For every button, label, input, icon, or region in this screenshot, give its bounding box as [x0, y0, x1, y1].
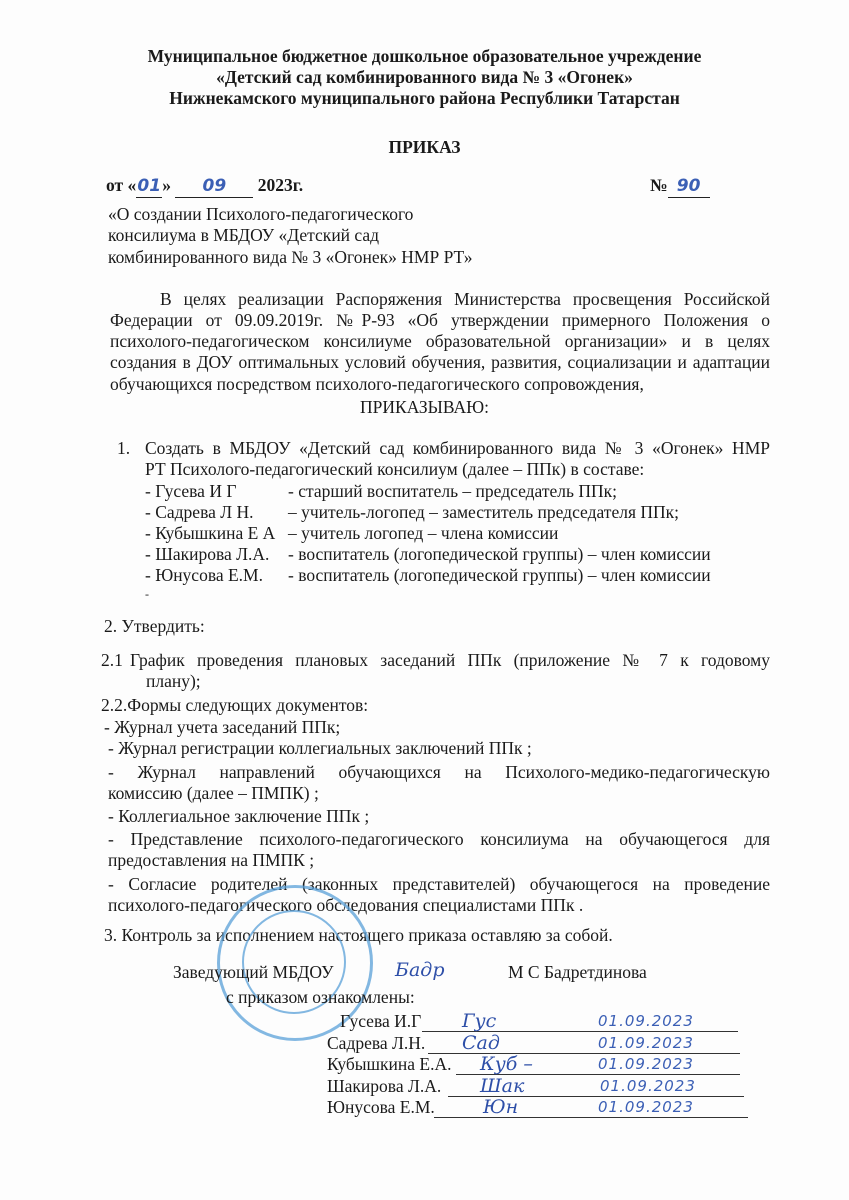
item1-line: Создать в МБДОУ «Детский сад комбинированного вида № 3 «Огонек» НМР — [145, 438, 770, 458]
order-word: ПРИКАЗЫВАЮ: — [360, 397, 489, 417]
preamble-line: В целях реализации Распоряжения Министерства просвещения Российской — [160, 289, 770, 309]
member-name: - Юнусова Е.М. — [145, 565, 263, 585]
ack-name: Юнусова Е.М. — [327, 1097, 435, 1117]
doc-item: - Коллегиальное заключение ППк ; — [108, 806, 370, 826]
item2-1-line: График проведения плановых заседаний ППк (приложение № 7 к годовому — [130, 650, 770, 670]
org-header-line: Нижнекамского муниципального района Республики Татарстан — [169, 88, 680, 108]
ack-date: 01.09.2023 — [598, 1098, 694, 1116]
ack-date: 01.09.2023 — [598, 1034, 694, 1052]
ack-name: Садрева Л.Н. — [327, 1033, 426, 1053]
preamble-line: создания в ДОУ оптимальных условий обучения, развития, социализации и адаптации — [110, 352, 770, 372]
ack-signature: Куб – — [480, 1053, 533, 1075]
ack-name: Шакирова Л.А. — [327, 1076, 442, 1096]
item3: 3. Контроль за исполнением настоящего приказа оставляю за собой. — [104, 925, 613, 945]
item1-number: 1. — [117, 438, 131, 458]
head-position: Заведующий МБДОУ — [173, 962, 334, 982]
ack-signature: Сад — [462, 1032, 500, 1054]
date-day: 01 — [137, 176, 162, 196]
item2-heading: 2. Утвердить: — [104, 616, 205, 636]
ack-date: 01.09.2023 — [598, 1055, 694, 1073]
subject-line: консилиума в МБДОУ «Детский сад — [108, 225, 380, 245]
doc-item: предоставления на ПМПК ; — [108, 850, 315, 870]
subject-line: «О создании Психолого-педагогического — [108, 204, 414, 224]
member-role: - старший воспитатель – председатель ППк; — [288, 481, 617, 501]
acknowledged-label: с приказом ознакомлены: — [226, 987, 415, 1007]
doc-item: - Журнал учета заседаний ППк; — [104, 717, 341, 737]
doc-item: психолого-педагогического обследования специалистами ППк . — [108, 895, 584, 915]
ack-name: Кубышкина Е.А. — [327, 1054, 452, 1074]
org-header-line: Муниципальное бюджетное дошкольное образовательное учреждение — [147, 46, 702, 66]
trailing-dash: - — [145, 587, 149, 601]
member-role: - воспитатель (логопедической группы) – член комиссии — [288, 565, 711, 585]
member-name: - Кубышкина Е А — [145, 523, 276, 543]
doc-item: комиссию (далее – ПМПК) ; — [108, 783, 319, 803]
doc-item: - Журнал регистрации коллегиальных заключений ППк ; — [108, 738, 532, 758]
subject-line: комбинированного вида № 3 «Огонек» НМР РТ» — [108, 247, 473, 267]
member-role: - воспитатель (логопедической группы) – член комиссии — [288, 544, 711, 564]
order-number-value: 90 — [668, 176, 710, 198]
ack-signature: Юн — [483, 1096, 519, 1118]
preamble-line: психолого-педагогическом консилиуме образовательной организации» и в целях — [110, 331, 770, 351]
member-name: - Шакирова Л.А. — [145, 544, 270, 564]
item1-line: РТ Психолого-педагогический консилиум (далее – ППк) в составе: — [145, 459, 645, 479]
member-name: - Гусева И Г — [145, 481, 237, 501]
preamble-line: обучающихся посредством психолого-педагогического сопровождения, — [110, 374, 644, 394]
preamble-line: Федерации от 09.09.2019г. №Р-93 «Об утверждении примерного Положения о — [110, 310, 770, 330]
ack-date: 01.09.2023 — [600, 1077, 696, 1095]
org-header-line: «Детский сад комбинированного вида № 3 «Огонек» — [216, 67, 633, 87]
member-name: - Садрева Л Н. — [145, 502, 254, 522]
ack-date: 01.09.2023 — [598, 1012, 694, 1030]
date-month: 09 — [175, 176, 253, 198]
date-year: 2023г. — [257, 175, 304, 195]
member-role: – учитель логопед – члена комиссии — [288, 523, 559, 543]
ack-name: Гусева И.Г — [340, 1011, 422, 1031]
order-date: от «01» 09 2023г. — [106, 175, 304, 196]
item2-1-line: плану); — [146, 671, 201, 691]
ack-signature: Гус — [462, 1010, 497, 1032]
document-title: ПРИКАЗ — [388, 137, 461, 157]
head-name: М С Бадретдинова — [508, 962, 647, 982]
doc-item: - Согласие родителей (законных представителей) обучающегося на проведение — [108, 874, 770, 894]
head-signature: Бадр — [395, 959, 445, 981]
doc-item: - Журнал направлений обучающихся на Психолого-медико-педагогическую — [108, 762, 770, 782]
member-role: – учитель-логопед – заместитель председателя ППк; — [288, 502, 680, 522]
item2-1-number: 2.1 — [101, 650, 123, 670]
ack-signature: Шак — [480, 1075, 525, 1097]
doc-item: - Представление психолого-педагогического консилиума на обучающегося для — [108, 829, 770, 849]
order-number: № 90 — [650, 175, 710, 198]
item2-2-heading: 2.2.Формы следующих документов: — [101, 695, 369, 715]
